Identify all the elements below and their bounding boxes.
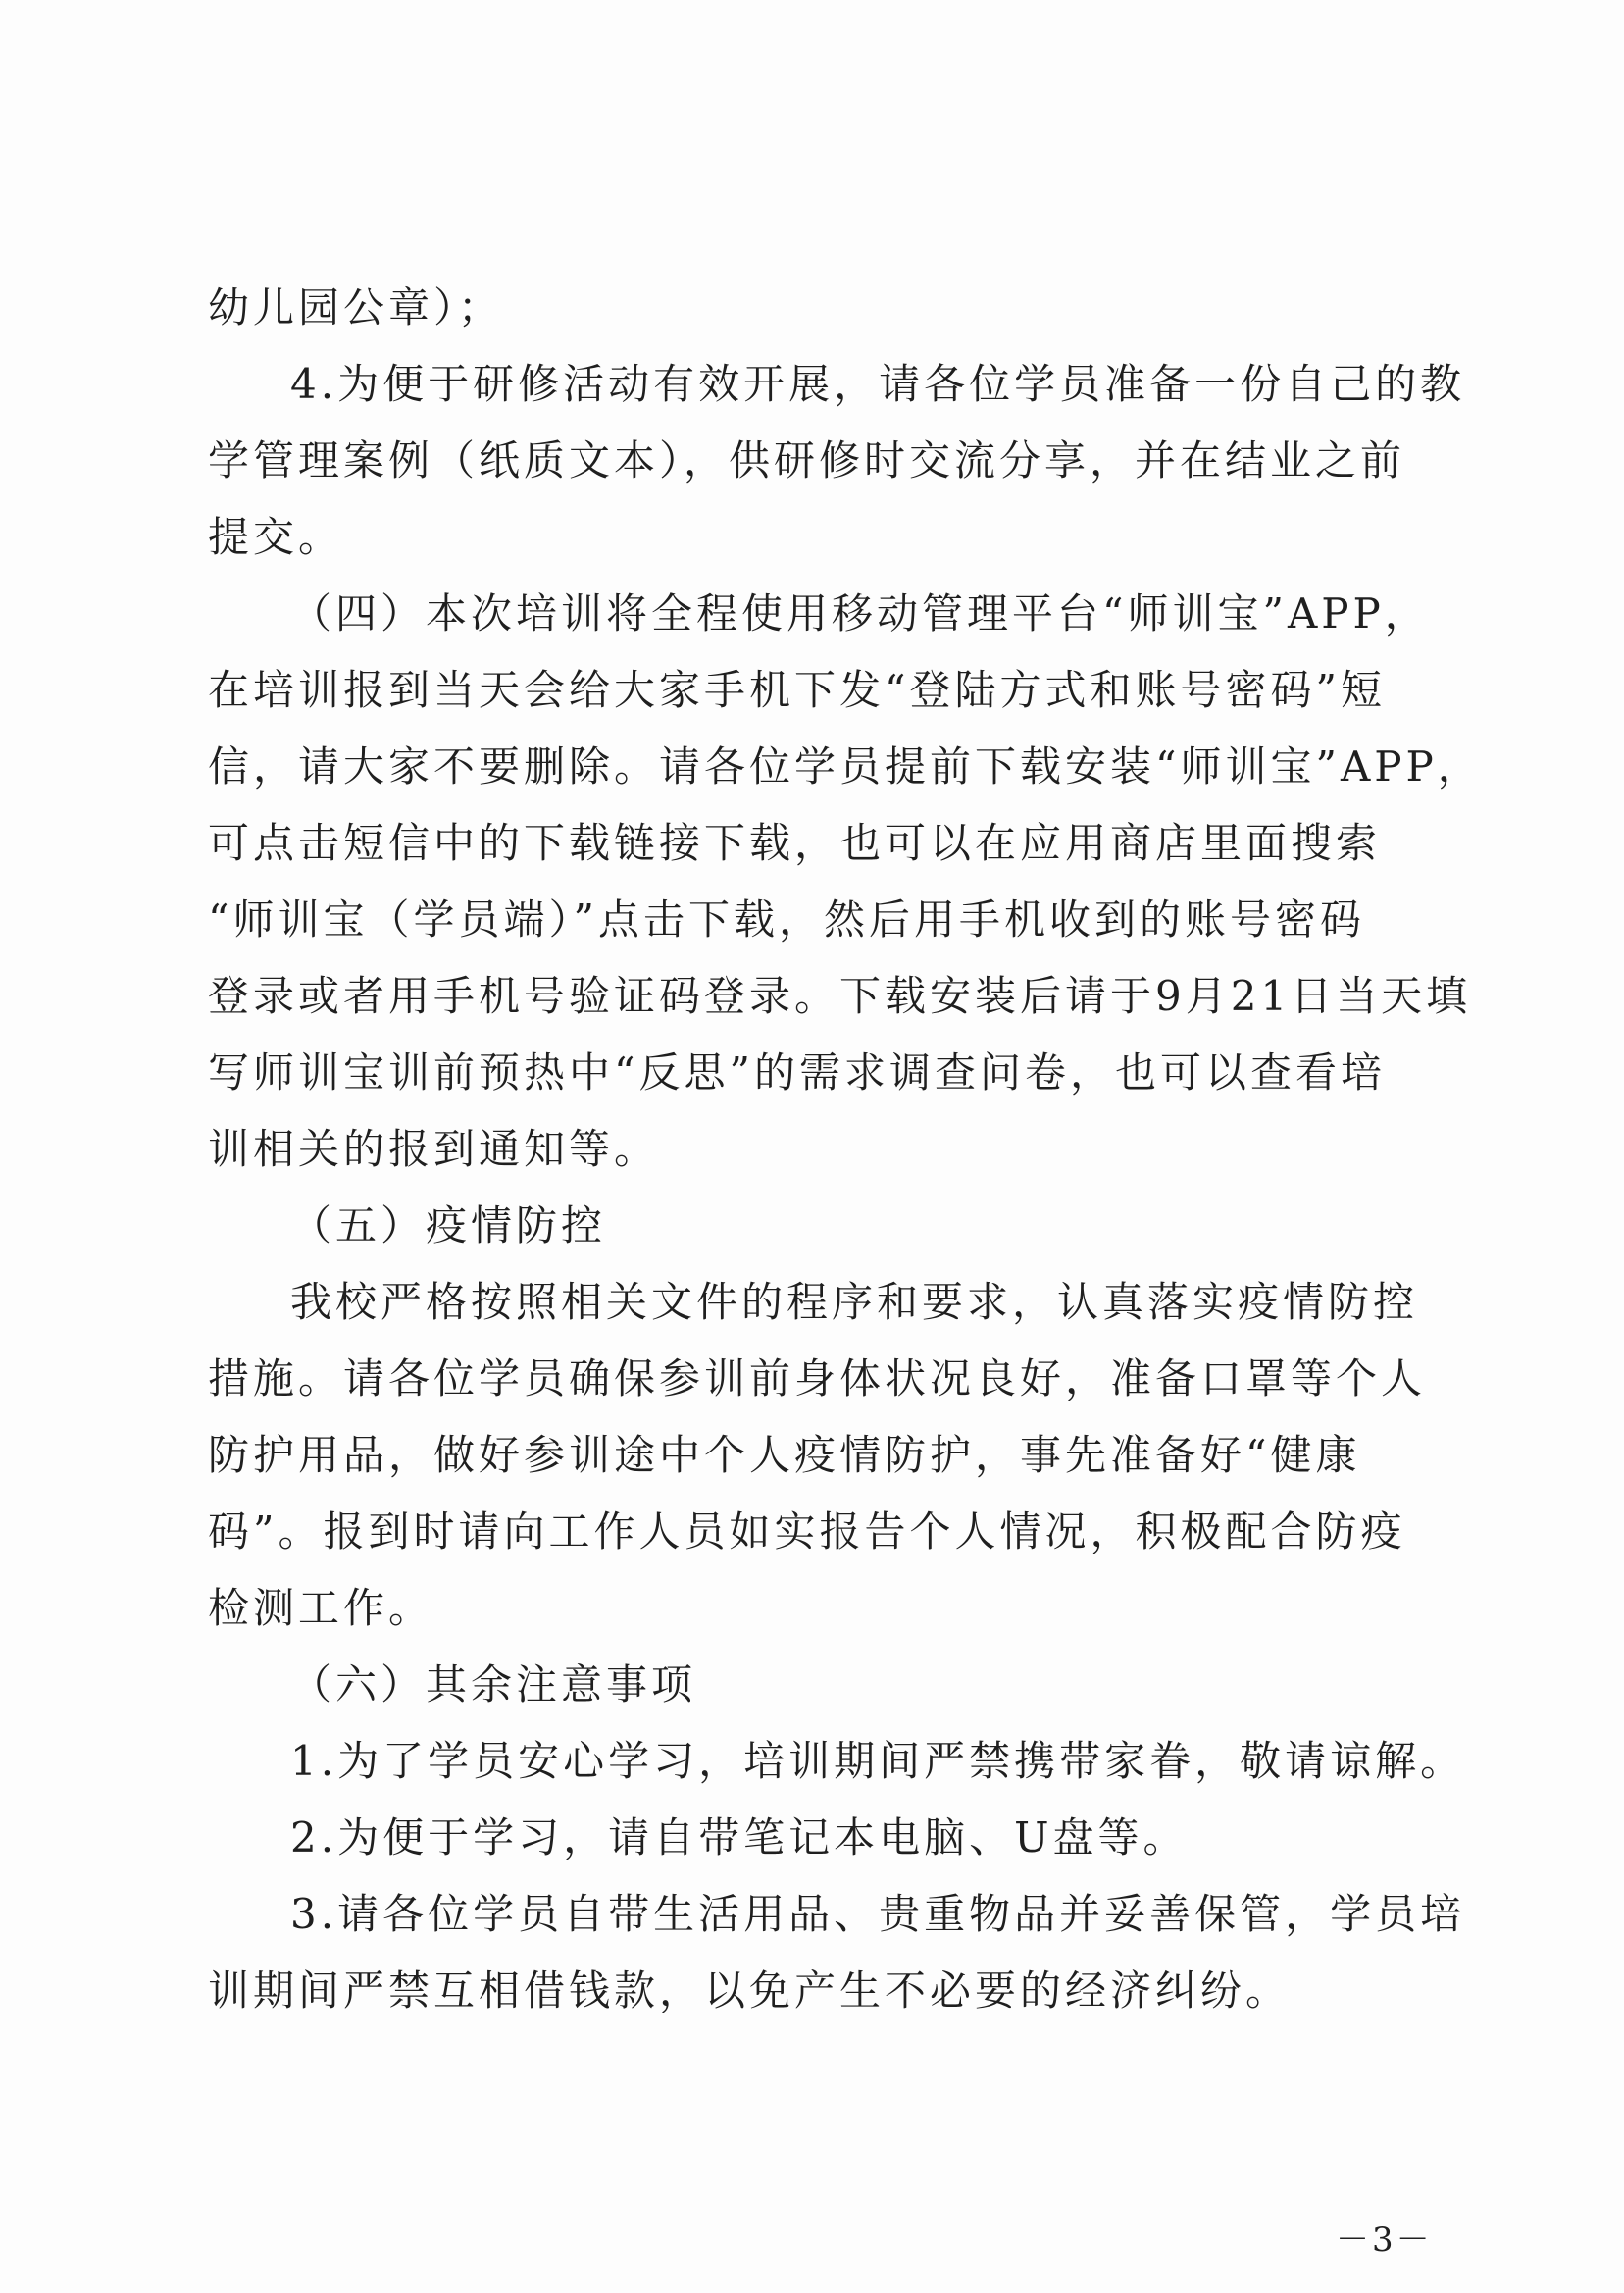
text-line-23: 训期间严禁互相借钱款，以免产生不必要的经济纠纷。 (208, 1966, 1292, 2014)
text-line-8: 可点击短信中的下载链接下载，也可以在应用商店里面搜索 (208, 819, 1382, 867)
text-line-22: 3.请各位学员自带生活用品、贵重物品并妥善保管，学员培 (290, 1890, 1466, 1938)
text-line-20: 1.为了学员安心学习，培训期间严禁携带家眷，敬请谅解。 (290, 1737, 1466, 1785)
text-line-9: “师训宝（学员端）”点击下载，然后用手机收到的账号密码 (208, 895, 1365, 943)
text-line-11: 写师训宝训前预热中“反思”的需求调查问卷，也可以查看培 (208, 1048, 1386, 1096)
text-line-14: 我校严格按照相关文件的程序和要求，认真落实疫情防控 (290, 1278, 1419, 1326)
text-line-16: 防护用品，做好参训途中个人疫情防护，事先准备好“健康 (208, 1431, 1361, 1479)
text-line-2: 4.为便于研修活动有效开展，请各位学员准备一份自己的教 (290, 360, 1466, 408)
text-line-12: 训相关的报到通知等。 (208, 1125, 660, 1173)
text-line-15: 措施。请各位学员确保参训前身体状况良好，准备口罩等个人 (208, 1354, 1427, 1402)
text-line-1: 幼儿园公章）； (208, 283, 504, 331)
section-heading-five: （五）疫情防控 (290, 1201, 607, 1249)
text-line-5: （四）本次培训将全程使用移动管理平台“师训宝”APP， (290, 589, 1430, 637)
page-number: －3－ (1336, 2220, 1433, 2260)
text-line-17: 码”。报到时请向工作人员如实报告个人情况，积极配合防疫 (208, 1507, 1406, 1555)
text-line-21: 2.为便于学习，请自带笔记本电脑、U盘等。 (290, 1813, 1189, 1861)
text-line-4: 提交。 (208, 513, 344, 561)
text-line-10: 登录或者用手机号验证码登录。下载安装后请于9月21日当天填 (208, 972, 1472, 1020)
text-line-3: 学管理案例（纸质文本），供研修时交流分享，并在结业之前 (208, 436, 1406, 484)
section-heading-six: （六）其余注意事项 (290, 1660, 697, 1708)
text-line-18: 检测工作。 (208, 1584, 434, 1632)
text-line-6: 在培训报到当天会给大家手机下发“登陆方式和账号密码”短 (208, 666, 1386, 714)
text-line-7: 信，请大家不要删除。请各位学员提前下载安装“师训宝”APP， (208, 742, 1483, 790)
